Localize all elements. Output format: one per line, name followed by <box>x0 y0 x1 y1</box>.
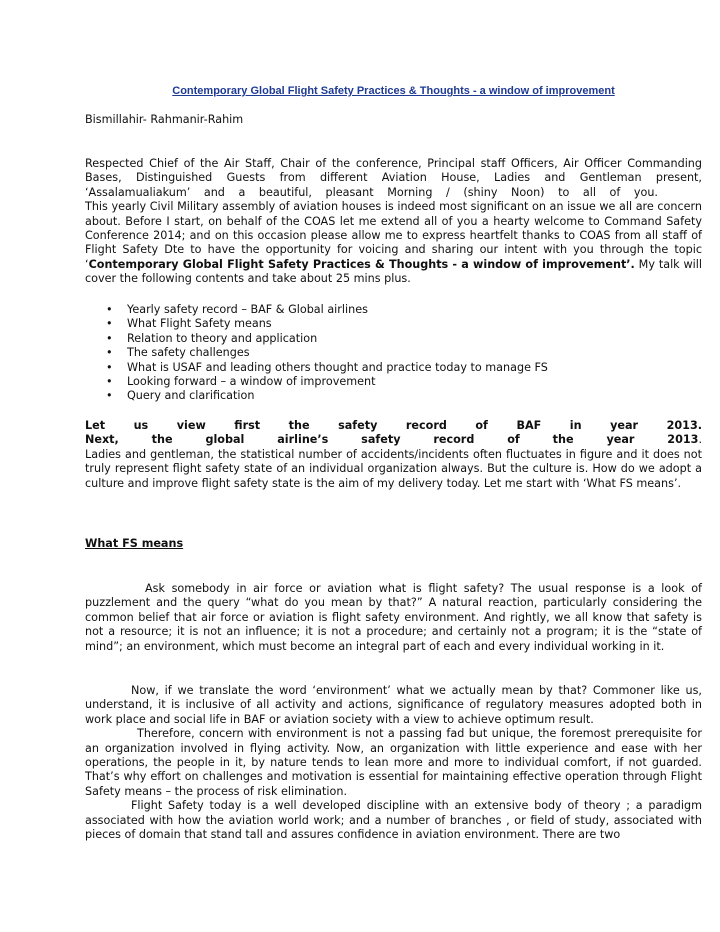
intro-line-3: ‘Assalamualiakum’ and a beautiful, pleasant Morning / (shiny Noon) to all of you. <box>85 185 658 199</box>
records-line-2-end: . <box>698 433 702 447</box>
intro-line-1: Respected Chief of the Air Staff, Chair of the conference, Principal staff Officers, Air Officer Commanding <box>85 157 702 170</box>
intro-paragraph-2 <box>85 200 702 286</box>
body-paragraph-3: Therefore, concern with environment is not a passing fad but unique, the foremost prerequisite for an organization involved in flying activity. Now, an organization with little experience and ease with her operations, the people in it, by nature tends to lean more and more to individual comfort, if not guarded. That’s why effort on challenges and motivation is essential for maintaining effective operation through Flight Safety means – the process of risk elimination. <box>85 727 702 798</box>
intro-para2-end: My talk will cover the following contents and take about 25 mins plus. <box>85 257 702 286</box>
list-item: • The safety challenges <box>127 346 720 360</box>
intro-para2-text: This yearly Civil Military assembly of aviation houses is indeed most significant on an issue we all are concern about. Before I start, on behalf of the COAS let me extend all of you a hearty welcome to Command Safety Conference 2014; and on this occasion please allow me to express heartfelt thanks to COAS from all staff of Flight Safety Dte to have the opportunity for voicing and sharing our intent with you through the topic ‘ <box>85 200 702 271</box>
body-paragraph-2: Now, if we translate the word ‘environment’ what we actually mean by that? Commoner like us, understand, it is inclusive of all activity and actions, significance of regulatory measures adopted both in work place and social life in BAF or aviation society with a view to achieve optimum result. <box>85 684 702 726</box>
section-heading: What FS means <box>85 537 184 550</box>
list-item: • Relation to theory and application <box>127 332 720 346</box>
records-line-2-text: Next, the global airline’s safety record of the year 2013 <box>85 433 699 447</box>
intro-section <box>85 157 702 287</box>
list-item: • Looking forward – a window of improvement <box>127 375 720 389</box>
body-paragraph-1: Ask somebody in air force or aviation what is flight safety? The usual response is a look of puzzlement and the query “what do you mean by that?” A natural reaction, particularly considering the common belief that air force or aviation is flight safety environment. And rightly, we all know that safety is not a resource; it is not an influence; it is not a procedure; and certainly not a program; it is the “state of mind”; an environment, which must become an integral part of each and every individual working in it. <box>85 582 702 653</box>
document-title: Contemporary Global Flight Safety Practices & Thoughts - a window of improvement <box>172 85 615 97</box>
list-item: • What is USAF and leading others thought and practice today to manage FS <box>127 361 720 375</box>
body-section <box>85 684 702 842</box>
list-item: • Yearly safety record – BAF & Global airlines <box>127 303 720 317</box>
records-line-2 <box>85 433 702 447</box>
body-paragraph-4: Flight Safety today is a well developed discipline with an extensive body of theory ; a paradigm associated with how the aviation world work; and a number of branches , or field of study, associated with pieces of domain that stand tall and assures confidence in aviation environment. There are two <box>85 799 702 842</box>
intro-para2-topic: Contemporary Global Flight Safety Practices & Thoughts - a window of improvement’. <box>88 257 635 271</box>
records-section <box>85 419 702 491</box>
list-item: • What Flight Safety means <box>127 317 720 331</box>
intro-line-2: Bases, Distinguished Guests from different Aviation House, Ladies and Gentleman present, <box>85 171 702 185</box>
contents-list <box>85 303 720 404</box>
list-item: • Query and clarification <box>127 389 720 403</box>
greeting: Bismillahir- Rahmanir-Rahim <box>85 113 244 126</box>
records-line-1: Let us view first the safety record of BAF in year 2013. <box>85 419 702 432</box>
records-paragraph: Ladies and gentleman, the statistical number of accidents/incidents often fluctuates in figure and it does not truly represent flight safety state of an individual organization always. But the culture is. How do we adopt a culture and improve flight safety state is the aim of my delivery today. Let me start with ‘What FS means’. <box>85 447 702 490</box>
